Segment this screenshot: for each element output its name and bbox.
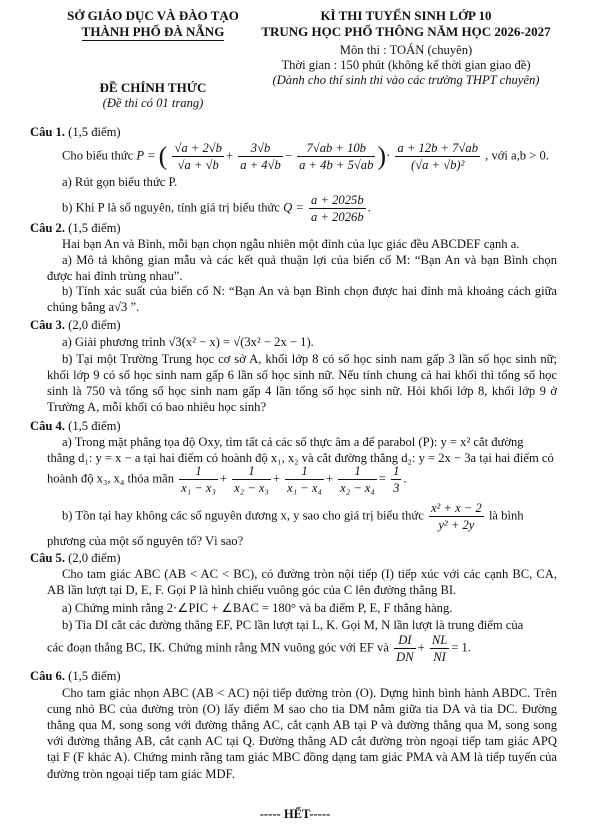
- end-marker: ----- HẾT-----: [259, 807, 331, 821]
- q5-part-b-line1: b) Tia DI cắt các đường thẳng EF, PC lần lượt tại L, K. Gọi M, N lần lượt là trung điểm của: [62, 618, 524, 632]
- q4-heading: Câu 4. (1,5 điểm): [30, 419, 121, 433]
- q1-condition: , với a,b > 0.: [485, 148, 549, 163]
- exam-title: KÌ THI TUYỂN SINH LỚP 10: [320, 8, 492, 23]
- q4-part-b: b) Tồn tại hay không các số nguyên dương x, y sao cho giá trị biểu thức $\frac{\text{x² + x − 2}}{\text{y² + 2y}}$ là bình: [62, 501, 524, 533]
- q1-intro: Cho biểu thức: [62, 148, 134, 163]
- q1-heading: Câu 1. (1,5 điểm): [30, 125, 121, 139]
- q6-heading: Câu 6. (1,5 điểm): [30, 669, 121, 683]
- q4-part-a-line1: a) Trong mặt phẳng tọa độ Oxy, tìm tất cả các số thực âm a để parabol (P): y = x² cắt đường: [62, 435, 524, 449]
- exam-subject: Môn thi : TOÁN (chuyên): [339, 42, 473, 57]
- page-count: (Đề thi có 01 trang): [102, 95, 204, 110]
- q5-intro: Cho tam giác ABC (AB < AC < BC), có đường tròn nội tiếp (I) tiếp xúc với các cạnh BC, CA, AB lần lượt tại D, E, F. Gọi P là hình chiếu vuông góc của C lên đường thẳng BI.: [47, 567, 557, 598]
- q2-intro: Hai bạn An và Bình, mỗi bạn chọn ngẫu nhiên một đỉnh của lục giác đều ABCDEF cạnh a.: [62, 237, 520, 251]
- exam-header: [232, 8, 580, 89]
- q2-part-a: a) Mô tả không gian mẫu và các kết quả thuận lợi của biến cố M: “Bạn An và bạn Bình chọn được hai đỉnh trùng nhau”.: [47, 253, 557, 284]
- q4-part-a-line2: thẳng d₁: y = x − a tại hai điểm có hoành độ x₁, x₂ và cắt đường thẳng d₂: y = 2x − 3a tại hai điểm có: [47, 451, 554, 465]
- exam-year: TRUNG HỌC PHỔ THÔNG NĂM HỌC 2026-2027: [261, 23, 551, 39]
- q1-expression: Cho biểu thức P = ( $\frac{√a + 2√b}{√a + √b}$ + $\frac{3√b}{a + 4√b}$ − $\frac{7√ab + 10b}{a + 4b + 5√ab}$ )· $\frac{a + 12b + 7√ab}{\text{(√a + √b)²}}$ , với a,b > 0.: [62, 141, 549, 173]
- official-stamp: [78, 80, 228, 111]
- q4-part-b-line2: phương của một số nguyên tố? Vì sao?: [47, 534, 244, 548]
- q3-part-a: a) Giải phương trình √3(x² − x) = √(3x² − 2x − 1).: [62, 335, 314, 349]
- q2-heading: Câu 2. (1,5 điểm): [30, 221, 121, 235]
- official-label: ĐỀ CHÍNH THỨC: [99, 80, 207, 95]
- q2-part-b: b) Tính xác suất của biến cố N: “Bạn An và bạn Bình chọn được hai đỉnh mà khoảng cách giữa chúng bằng a√3 ”.: [47, 284, 557, 315]
- q5-part-b-line2: các đoạn thẳng BC, IK. Chứng minh rằng MN vuông góc với EF và $\frac{DI}{DN}$ + $\frac{NL}{NI}$ = 1.: [47, 633, 471, 665]
- city-name: THÀNH PHỐ ĐÀ NẴNG: [82, 24, 225, 42]
- department-name: SỞ GIÁO DỤC VÀ ĐÀO TẠO: [67, 8, 239, 23]
- department-header: [48, 8, 258, 41]
- q6-body: Cho tam giác nhọn ABC (AB < AC) nội tiếp đường tròn (O). Dựng hình bình hành ABDC. Trên cung nhỏ BC của đường tròn (O) lấy điểm M sao cho tia DM nằm giữa tia DA và tia DC. Đường thẳng qua M, song song với đường thẳng AC, cắt cạnh AB tại P và đường thẳng qua M, song song với đường thẳng AB, cắt cạnh AC tại Q. Đường thẳng AD cắt đường tròn ngoại tiếp tam giác APQ tại F (F khác A). Chứng minh rằng tam giác MBC đồng dạng tam giác PMA và AM là tiếp tuyến của đường tròn ngoại tiếp tam giác MDF.: [47, 686, 557, 781]
- q1-part-b: b) Khi P là số nguyên, tính giá trị biểu thức Q = $\frac{a + 2025b}{a + 2026b}$ .: [62, 193, 371, 225]
- q5-heading: Câu 5. (2,0 điểm): [30, 551, 121, 565]
- q4-part-a-line3: hoành độ x₃, x₄ thỏa mãn $\frac{1}{\text{x₁ − x₃}}$ + $\frac{1}{\text{x₂ − x₃}}$ + $\frac{1}{\text{x₁ − x₄}}$ + $\frac{1}{\text{x₂ − x₄}}$ = $\frac{1}{3}$ .: [47, 464, 407, 496]
- q5-part-a: a) Chứng minh rằng 2·∠PIC + ∠BAC = 180° và ba điểm P, E, F thẳng hàng.: [62, 601, 453, 615]
- exam-note: (Dành cho thí sinh thi vào các trường THPT chuyên): [272, 73, 540, 88]
- q1-part-a: a) Rút gọn biểu thức P.: [62, 175, 178, 189]
- q3-heading: Câu 3. (2,0 điểm): [30, 318, 121, 332]
- q3-part-b: b) Tại một Trường Trung học cơ sở A, khối lớp 8 có số học sinh nam gấp 3 lần số học sinh nữ; khối lớp 9 có số học sinh nam gấp 6 lần số học sinh nữ. Nếu tính chung cả hai khối thì tổng số học sinh là 750 và tổng số học sinh nam gấp 4 lần tổng số học sinh nữ. Hỏi khối lớp 8, khối lớp 9 ở Trường A, mỗi khối có bao nhiêu học sinh?: [47, 352, 557, 415]
- exam-time: Thời gian : 150 phút (không kể thời gian giao đề): [281, 58, 531, 73]
